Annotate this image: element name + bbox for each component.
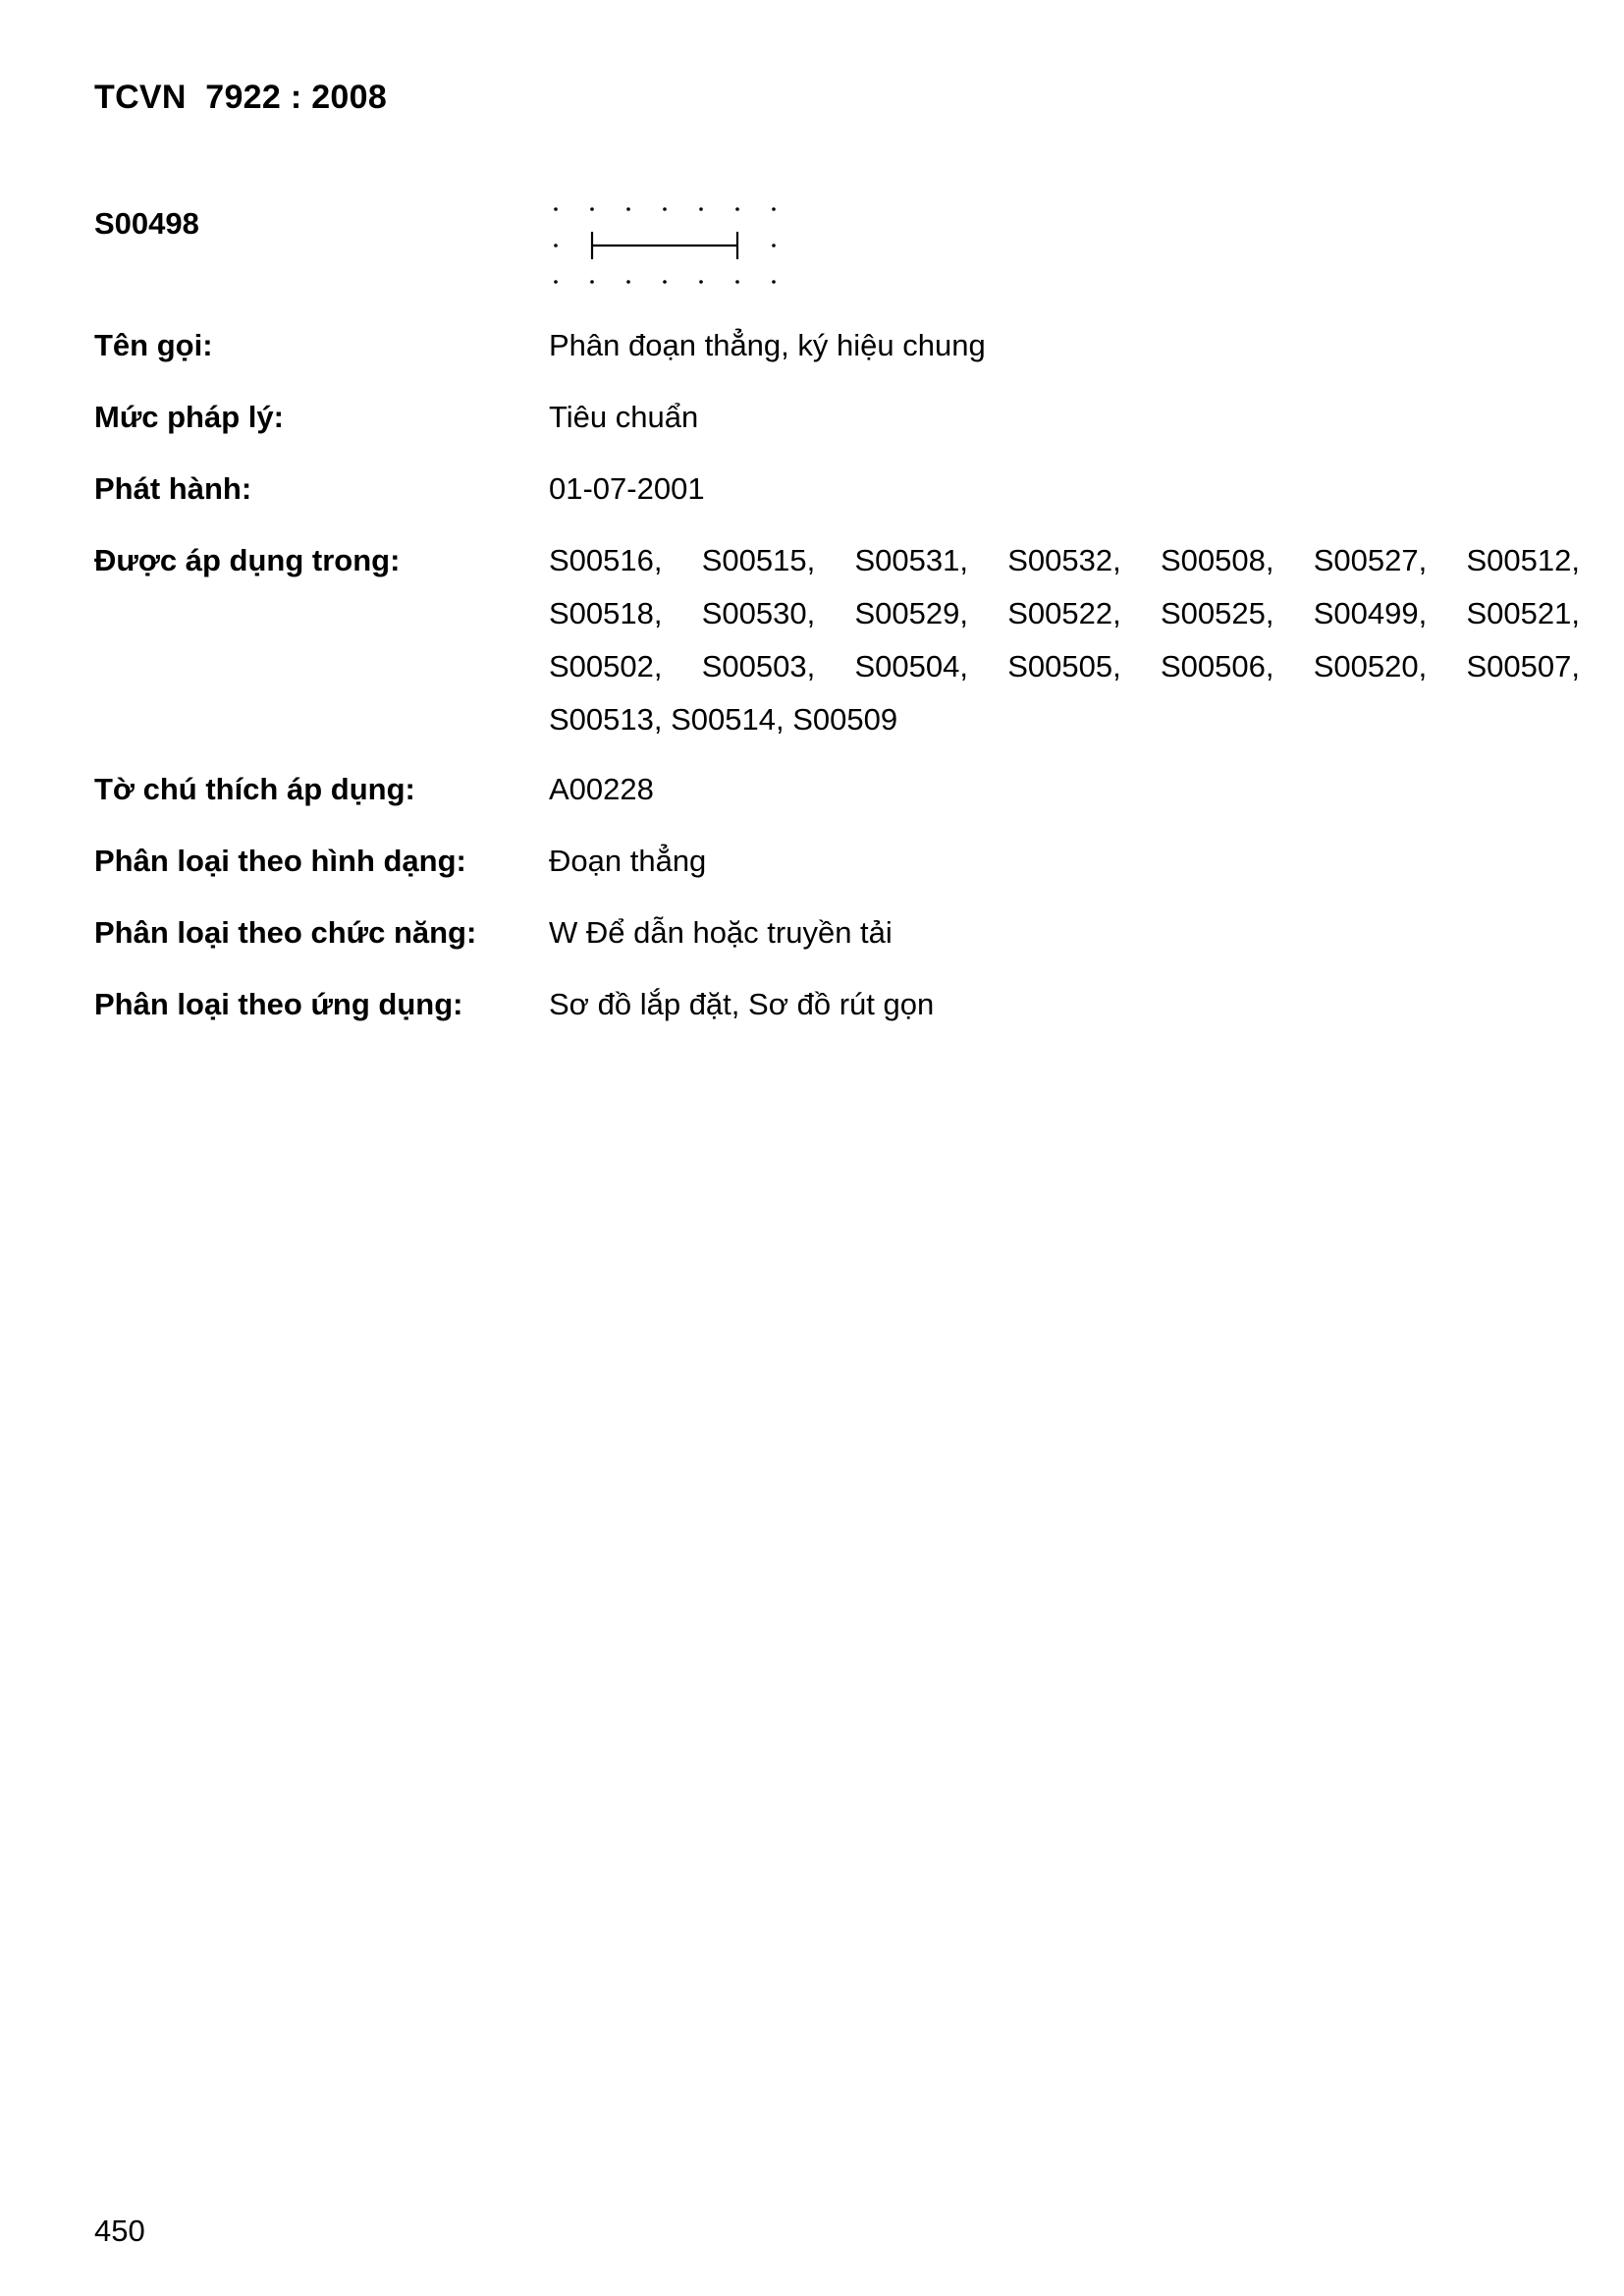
field-name-value: Phân đoạn thẳng, ký hiệu chung	[549, 328, 986, 362]
symbol-reference: S00503,	[701, 649, 816, 683]
symbol-reference: S00505,	[1007, 649, 1121, 683]
symbol-reference: S00513, S00514, S00509	[549, 702, 898, 737]
field-by-function-label: Phân loại theo chức năng:	[94, 915, 477, 950]
applied-in-list	[549, 543, 1580, 755]
symbol-reference: S00532,	[1007, 543, 1121, 577]
symbol-reference: S00502,	[549, 649, 663, 683]
symbol-reference: S00531,	[854, 543, 968, 577]
symbol-reference: S00512,	[1466, 543, 1580, 577]
symbol-reference: S00506,	[1161, 649, 1274, 683]
standard-header: TCVN 7922 : 2008	[94, 79, 388, 116]
symbol-reference: S00499,	[1313, 596, 1428, 630]
field-name-label: Tên gọi:	[94, 328, 213, 362]
field-by-application-value: Sơ đồ lắp đặt, Sơ đồ rút gọn	[549, 987, 935, 1021]
field-applied-in-label: Được áp dụng trong:	[94, 543, 401, 577]
symbol-reference: S00527,	[1313, 543, 1428, 577]
symbol-reference: S00530,	[701, 596, 816, 630]
symbol-reference: S00521,	[1466, 596, 1580, 630]
page-number: 450	[94, 2214, 145, 2248]
field-by-shape-label: Phân loại theo hình dạng:	[94, 844, 466, 878]
field-issued-value: 01-07-2001	[549, 471, 705, 506]
symbol-reference: S00525,	[1161, 596, 1274, 630]
symbol-reference: S00518,	[549, 596, 663, 630]
symbol-reference: S00529,	[854, 596, 968, 630]
field-by-shape-value: Đoạn thẳng	[549, 844, 707, 878]
symbol-reference: S00516,	[549, 543, 663, 577]
applied-in-line	[549, 596, 1580, 649]
field-issued-label: Phát hành:	[94, 471, 252, 506]
symbol-reference: S00520,	[1313, 649, 1428, 683]
applied-in-line	[549, 543, 1580, 596]
field-note-sheet-label: Tờ chú thích áp dụng:	[94, 772, 415, 806]
applied-in-line	[549, 649, 1580, 702]
symbol-reference: S00508,	[1161, 543, 1274, 577]
applied-in-line	[549, 702, 1580, 755]
symbol-reference: S00515,	[701, 543, 816, 577]
symbol-code: S00498	[94, 206, 199, 241]
symbol-reference: S00522,	[1007, 596, 1121, 630]
field-legal-level-label: Mức pháp lý:	[94, 400, 284, 434]
field-note-sheet-value: A00228	[549, 772, 654, 806]
line-segment-symbol	[542, 194, 787, 293]
field-by-application-label: Phân loại theo ứng dụng:	[94, 987, 463, 1021]
symbol-reference: S00504,	[854, 649, 968, 683]
symbol-reference: S00507,	[1466, 649, 1580, 683]
field-by-function-value: W Để dẫn hoặc truyền tải	[549, 915, 893, 950]
field-legal-level-value: Tiêu chuẩn	[549, 400, 699, 434]
